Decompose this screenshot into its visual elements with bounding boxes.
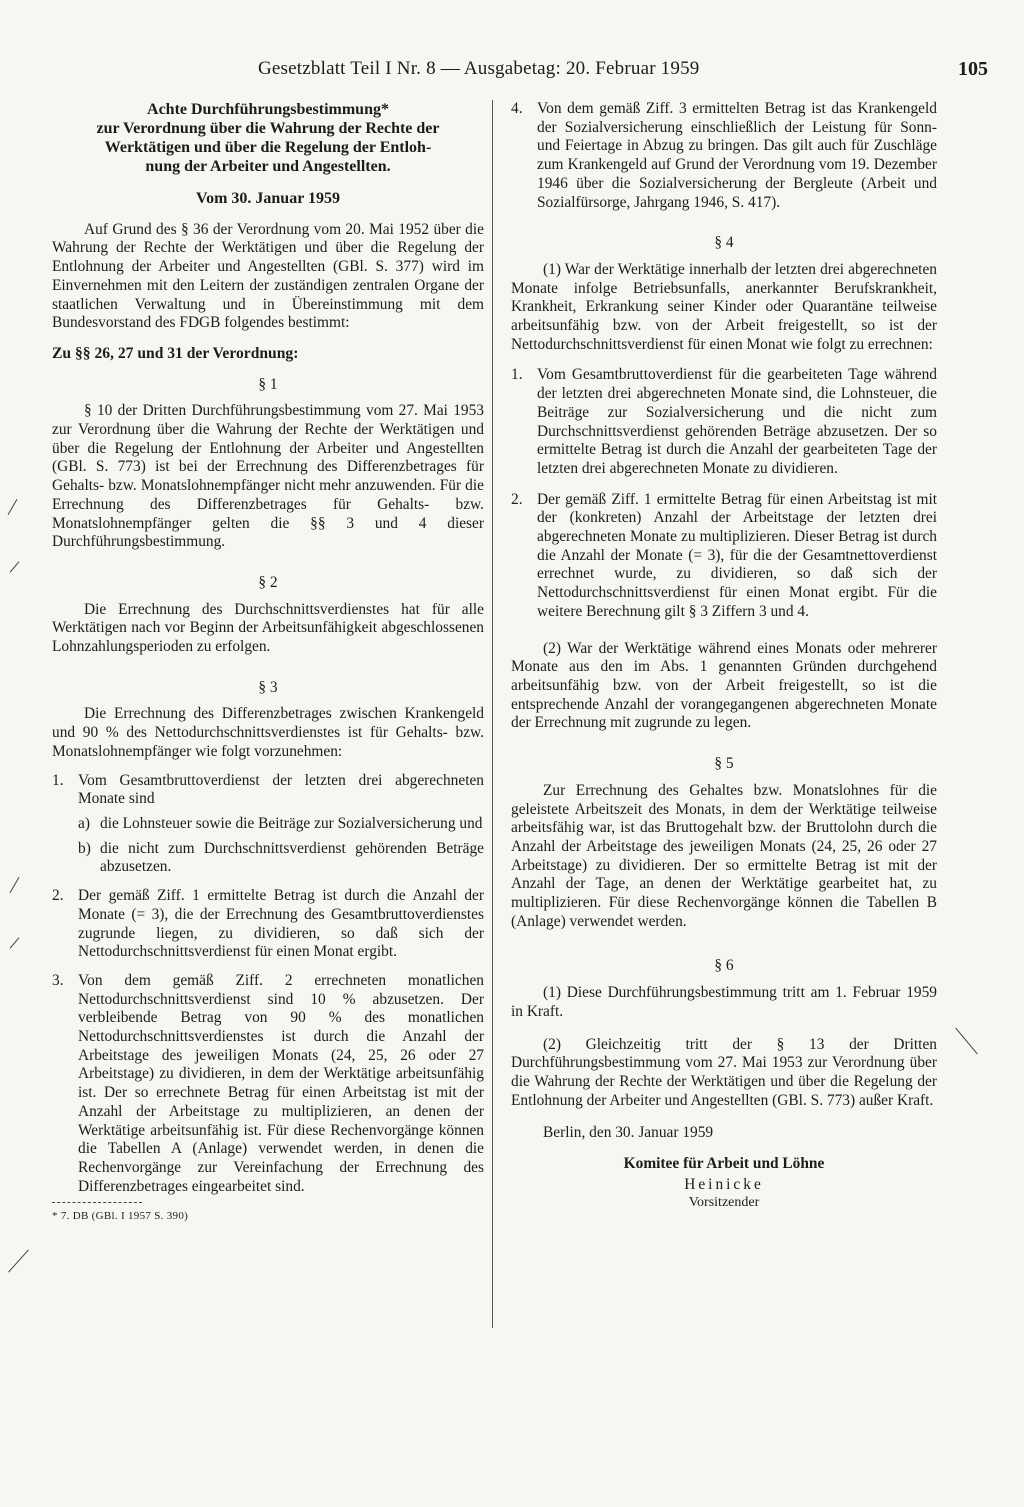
section-4-title: § 4: [714, 234, 734, 252]
list-item: [511, 100, 937, 212]
section-3-intro: Die Errechnung des Differenzbetrages zwischen Krankengeld und 90 % des Nettodurchschnittsverdienstes ist für Gehalts- bzw. Monatslohnempfänger wie folgt vorzunehmen:: [52, 705, 484, 760]
sub-text: die Lohnsteuer sowie die Beiträge zur Sozialversicherung und: [100, 814, 483, 832]
margin-mark: [10, 561, 20, 572]
list-number: 4.: [511, 100, 523, 117]
list-number: 1.: [511, 366, 523, 384]
section-2-text: Die Errechnung des Durchschnittsverdienstes hat für alle Werktätigen nach vor Beginn der Arbeitsunfähigkeit abgeschlossenen Lohnzahlungsperioden zu erfolgen.: [52, 600, 484, 656]
decree-title: [52, 100, 484, 176]
list-text: Der gemäß Ziff. 1 ermittelte Betrag für einen Arbeitstag ist mit der (konkreten) Anzahl der Arbeitstage der letzten drei abgerechneten Monate zu multiplizieren. Dieser Betrag ist durch die Anzahl der Monate (= 3), für die der Gesamtnettoverdienst errechnet wurde, zu dividieren, so daß sich der Nettodurchschnittsverdienst für einen Monat ergibt. Für die weitere Berechnung gilt § 3 Ziffern 3 und 4.: [537, 490, 937, 620]
list-text: Von dem gemäß Ziff. 2 errechneten monatlichen Nettodurchschnittsverdienst sind 10 % abzusetzen. Der verbleibende Betrag von 90 % des monatlichen Nettodurchschnittsverdienstes ist durch die Anzahl der Arbeitstage des jeweiligen Monats (24, 25, 26 oder 27 Arbeitstage) zu dividieren, in dem der Werktätige arbeitsunfähig ist. Der so errechnete Betrag für einen Arbeitstag ist mit der Anzahl der Arbeitstage zu multiplizieren, an denen der Werktätige arbeitsunfähig ist. Für diese Rechenvorgänge können die Tabellen A (Anlage) verwendet werden, in denen die Rechenvorgänge zur Vereinfachung der Errechnung des Differenzbetrages eingearbeitet sind.: [78, 971, 484, 1195]
list-text: Vom Gesamtbruttoverdienst der letzten drei abgerechneten Monate sind: [78, 771, 484, 808]
list-item: [511, 366, 937, 478]
list-number: 2.: [52, 887, 64, 905]
section-3-title: § 3: [258, 678, 278, 696]
decree-date: Vom 30. Januar 1959: [195, 190, 341, 207]
footnote-rule: [52, 1202, 142, 1203]
section-5-text: Zur Errechnung des Gehaltes bzw. Monatslohnes für die geleistete Arbeitszeit des Monats, in dem der Werktätige teilweise arbeitsfähig war, ist das Bruttogehalt bzw. der Bruttolohn durch die Anzahl der Arbeitstage des jeweiligen Monats (24, 25, 26 oder 27 Arbeitstage) zu dividieren. Der so ermittelte Betrag ist mit der Anzahl der Tage, an denen der Werktätige gearbeitet hat, zu multiplizieren. Für diese Rechenvorgänge können die Tabellen B (Anlage) verwendet werden.: [511, 781, 937, 930]
list-item: [511, 491, 937, 622]
sub-item: [78, 815, 484, 834]
header-title: Gesetzblatt Teil I Nr. 8 — Ausgabetag: 20. Februar 1959: [258, 58, 700, 79]
preamble: Auf Grund des § 36 der Verordnung vom 20. Mai 1952 über die Wahrung der Rechte der Werktätigen und über die Regelung der Entlohnung der Arbeiter und Angestellten (GBl. S. 377) wird im Einvernehmen mit den Leitern der zuständigen zentralen Organe der staatlichen Verwaltung und in Übereinstimmung mit dem Bundesvorstand des FDGB folgendes bestimmt:: [52, 220, 484, 332]
title-line: nung der Arbeiter und Angestellten.: [145, 158, 391, 175]
list-text: Der gemäß Ziff. 1 ermittelte Betrag ist durch die Anzahl der Monate (= 3), die der Errechnung des Gesamtbruttoverdienstes zugrunde liegen, zu dividieren, so daß sich der Nettodurchschnittsverdienst für einen Monat ergibt.: [78, 887, 484, 961]
section-4-para-2: (2) War der Werktätige während eines Monats oder mehrerer Monate aus den im Abs. 1 genannten Gründen durchgehend arbeitsunfähig bzw. von der Arbeit freigestellt, so ist die entsprechende Anzahl der vorangegangenen abgerechneten Monate der Errechnung mit zugrunde zu legen.: [511, 639, 937, 732]
title-line: zur Verordnung über die Wahrung der Rechte der: [96, 120, 440, 137]
section-heading: Zu §§ 26, 27 und 31 der Verordnung:: [52, 344, 299, 362]
section-6-para-2: (2) Gleichzeitig tritt der § 13 der Dritten Durchführungsbestimmung vom 27. Mai 1953 zur Verordnung über die Wahrung der Rechte der Werktätigen und über die Regelung der Entlohnung der Arbeiter und Angestellten (GBl. S. 773) außer Kraft.: [511, 1035, 937, 1109]
sub-letter: b): [78, 839, 91, 857]
list-number: 3.: [52, 971, 64, 989]
section-5-title: § 5: [714, 755, 734, 773]
section-1-text: § 10 der Dritten Durchführungsbestimmung vom 27. Mai 1953 zur Verordnung über die Wahrung der Rechte der Werktätigen und über die Regelung der Entlohnung der Arbeiter und Angestellten (GBl. S. 773) ist bei der Errechnung des Differenzbetrages für Gehalts- bzw. Monatslohnempfänger nicht mehr anzuwenden. Für die Errechnung des Differenzbetrages für Gehalts- bzw. Monatslohnempfänger gelten die §§ 3 und 4 dieser Durchführungsbestimmung.: [52, 402, 484, 551]
section-6-title: § 6: [714, 957, 734, 975]
section-2-title: § 2: [258, 573, 278, 591]
list-item: [52, 887, 484, 962]
margin-mark: [8, 499, 18, 515]
place-date: Berlin, den 30. Januar 1959: [543, 1124, 714, 1142]
sub-text: die nicht zum Durchschnittsverdienst gehörenden Beträge abzusetzen.: [100, 839, 484, 876]
margin-mark: [10, 937, 20, 948]
section-4-para-1: (1) War der Werktätige innerhalb der letzten drei abgerechneten Monate infolge Betriebsunfalls, anerkannter Berufskrankheit, Krankheit, Erkrankung seiner Kinder oder Quarantäne teilweise arbeitsunfähig bzw. von der Arbeit freigestellt, so ist der Nettodurchschnittsverdienst für einen Monat wie folgt zu errechnen:: [511, 260, 937, 353]
page-header: [0, 58, 1024, 88]
sub-item: [78, 840, 484, 877]
margin-mark: [955, 1028, 978, 1055]
signer-role: Vorsitzender: [688, 1195, 760, 1211]
page-number: 105: [958, 58, 988, 80]
footnote: * 7. DB (GBl. I 1957 S. 390): [52, 1210, 189, 1223]
sub-letter: a): [78, 814, 90, 832]
margin-mark: [8, 1250, 29, 1273]
signer-name: Heinicke: [684, 1175, 764, 1193]
list-text: Vom Gesamtbruttoverdienst für die gearbeiteten Tage während der letzten drei abgerechneten Monate sind, die Lohnsteuer, die Beiträge zur Sozialversicherung und die nicht zum Durchschnittsverdienst gehörenden Beträge abzusetzen. Der so ermittelte Betrag ist durch die Anzahl der gearbeiteten Tage der letzten drei abgerechneten Monate zu dividieren.: [537, 366, 937, 477]
list-number: 2.: [511, 490, 523, 508]
column-divider: [492, 100, 493, 1328]
left-column: [52, 100, 484, 1226]
title-line: Achte Durchführungsbestimmung*: [147, 101, 389, 118]
section-6-para-1: (1) Diese Durchführungsbestimmung tritt am 1. Februar 1959 in Kraft.: [511, 984, 937, 1020]
list-item: [52, 772, 484, 878]
list-number: 1.: [52, 771, 64, 789]
title-line: Werktätigen und über die Regelung der Entloh-: [104, 139, 432, 156]
committee-name: Komitee für Arbeit und Löhne: [623, 1155, 825, 1173]
right-column: [511, 100, 937, 1213]
list-item: [52, 972, 484, 1196]
list-text: Von dem gemäß Ziff. 3 ermittelten Betrag ist das Krankengeld der Sozialversicherung einschließlich der Leistung für Sonn- und Feiertage in Abzug zu bringen. Das gilt auch für Zuschläge zum Krankengeld auf Grund der Verordnung vom 19. Dezember 1946 über die Sozialversicherung der Bergleute (Arbeit und Sozialfürsorge, Jahrgang 1946, S. 417).: [537, 100, 937, 211]
margin-mark: [10, 877, 20, 893]
section-1-title: § 1: [258, 375, 278, 393]
